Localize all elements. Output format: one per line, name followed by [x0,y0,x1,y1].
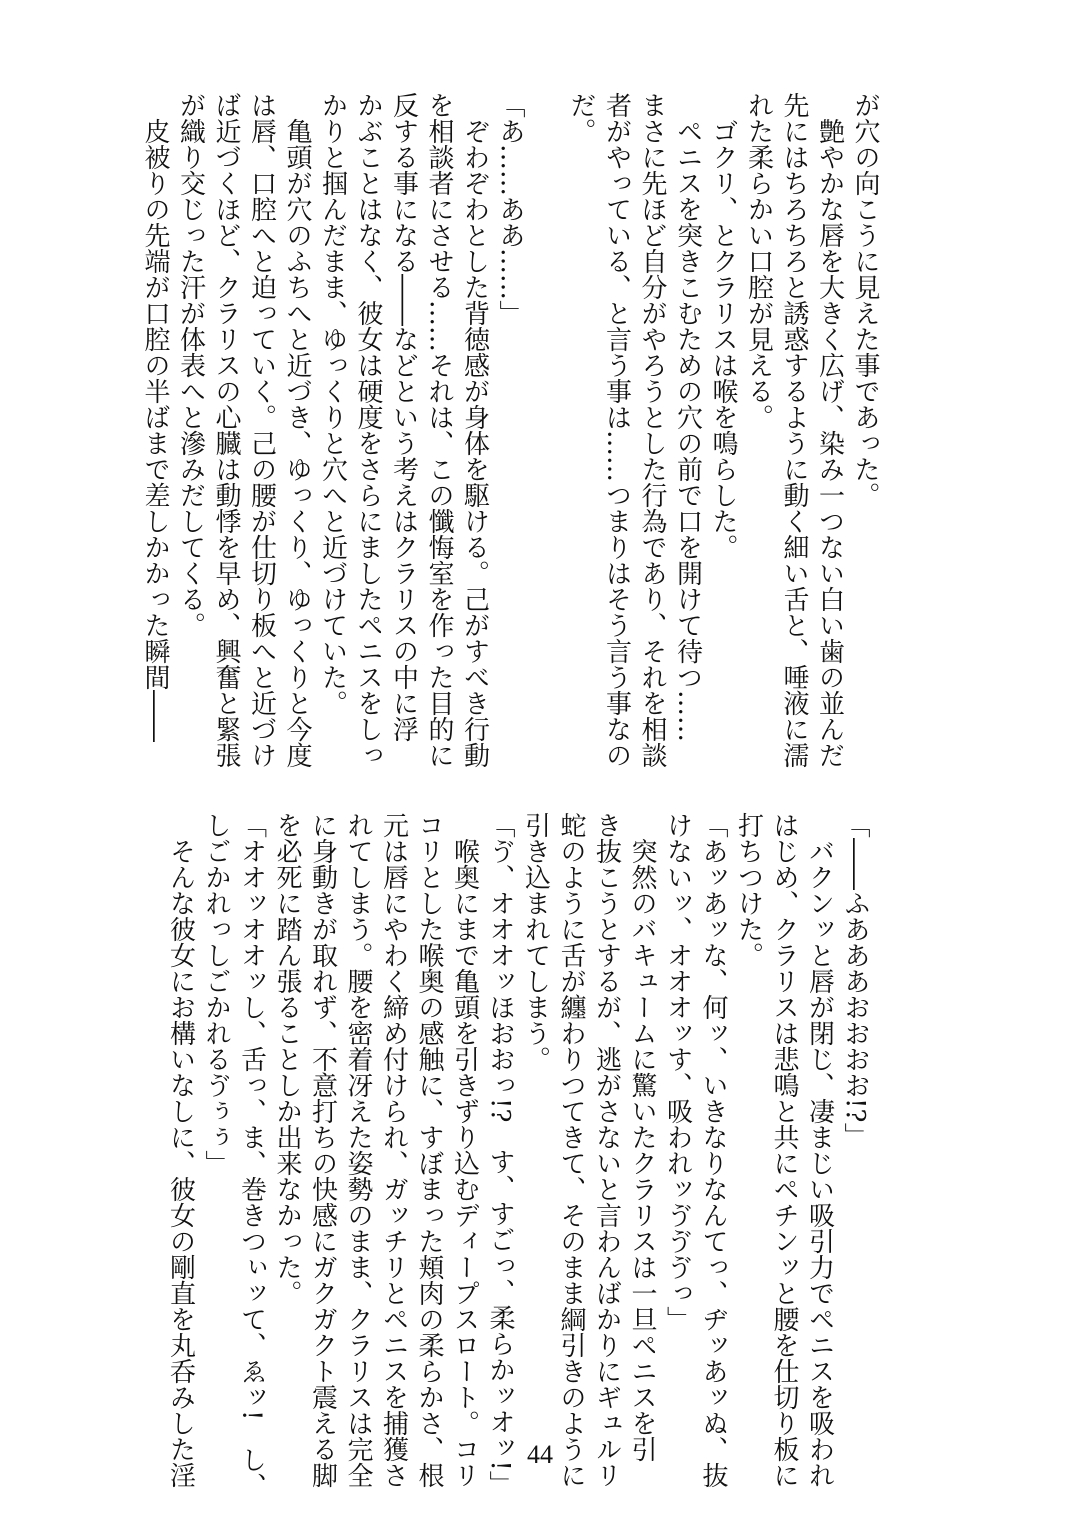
text-line: ぞわぞわとした背徳感が身体を駆ける。己がすべき行動 [459,92,490,768]
text-line: 「あ……ああ……」 [495,92,525,326]
text-line: ゴクリ、とクラリスは喉を鳴らした。 [708,92,738,560]
text-line: 喉奥にまで亀頭を引きずり込むディープスロート。コリ [449,812,480,1488]
text-line: 「ゔ、オオオッほおおっ!? す、すごっ、柔らかッオッ!」 [485,812,515,1497]
text-line: そんな彼女にお構いなしに、彼女の剛直を丸呑みした淫 [165,812,196,1488]
text-line: コリとした喉奥の感触に、すぼまった頬肉の柔らかさ、根 [414,812,444,1488]
text-line: 皮被りの先端が口腔の半ばまで差しかかった瞬間―― [140,92,170,742]
text-line: に身動きが取れず、不意打ちの快感にガクガクト震える脚 [307,812,338,1488]
text-line: 引き込まれてしまう。 [520,812,551,1072]
text-line: しごかれっしごかれるゔぅぅ」 [201,812,231,1176]
text-line: はじめ、クラリスは悲鳴と共にペチンッと腰を仕切り板に [769,812,799,1488]
text-line: 先にはちろちろと誘惑するように動く細い舌と、唾液に濡 [779,92,809,768]
text-line: を相談者にさせる……それは、この懺悔室を作った目的に [424,92,454,768]
text-line: 「――ふあああおおおお!?」 [840,812,870,1149]
text-line: れてしまう。腰を密着冴えた姿勢のまま、クラリスは完全 [343,812,373,1488]
text-line: バクンッと唇が閉じ、凄まじい吸引力でペニスを吸われ [804,812,835,1488]
text-line: 「あッあッな、何ッ、いきなりなんてっ、ヂッあッぬ、抜 [698,812,728,1488]
text-line: 反する事になる――などという考えはクラリスの中に浮 [388,92,419,742]
text-line: は唇、口腔へと迫っていく。己の腰が仕切り板へと近づけ [246,92,277,768]
text-line: を必死に踏ん張ることしか出来なかった。 [272,812,302,1306]
text-line: 元は唇にやわく締め付けられ、ガッチリとペニスを捕獲さ [378,812,409,1488]
text-line: かりと掴んだまま、ゆっくりと穴へと近づけていた。 [317,92,348,716]
text-line: れた柔らかい口腔が見える。 [743,92,774,430]
text-line: ペニスを突きこむための穴の前で口を開けて待つ…… [672,92,703,742]
text-line: 艶やかな唇を大きく広げ、染み一つない白い歯の並んだ [814,92,845,768]
text-line: 「オオッオオッし、舌っ、ま、巻きつぃッて、ゑッ! し、 [236,812,267,1499]
page-number: 44 [527,1440,553,1469]
text-line: まさに先ほど自分がやろうとした行為であり、それを相談 [637,92,667,768]
text-line: 蛇のように舌が纏わりつてきて、そのまま綱引きのように [556,812,586,1488]
text-line: ば近づくほど、クラリスの心臓は動悸を早め、興奮と緊張 [211,92,241,768]
text-line [527,92,563,702]
text-line: けないッ、オオオッす、吸われッゔゔゔっ」 [662,812,693,1332]
text-line: 突然のバキュームに驚いたクラリスは一旦ペニスを引 [627,812,657,1462]
text-line: 打ちつけた。 [733,812,764,968]
text-line: だ。 [566,92,596,144]
text-line: き抜こうとするが、逃がさないと言わんばかりにギュルリ [591,812,622,1488]
text-line: が穴の向こうに見えた事であった。 [850,92,880,508]
text-line: かぶことはなく、彼女は硬度をさらにましたペニスをしっ [353,92,383,768]
upper-text-block [137,92,883,768]
text-line: が織り交じった汗が体表へと滲みだしてくる。 [175,92,206,638]
text-line: 亀頭が穴のふちへと近づき、ゆっくり、ゆっくりと今度 [282,92,312,768]
text-line: 者がやっている、と言う事は……つまりはそう言う事なの [601,92,632,768]
